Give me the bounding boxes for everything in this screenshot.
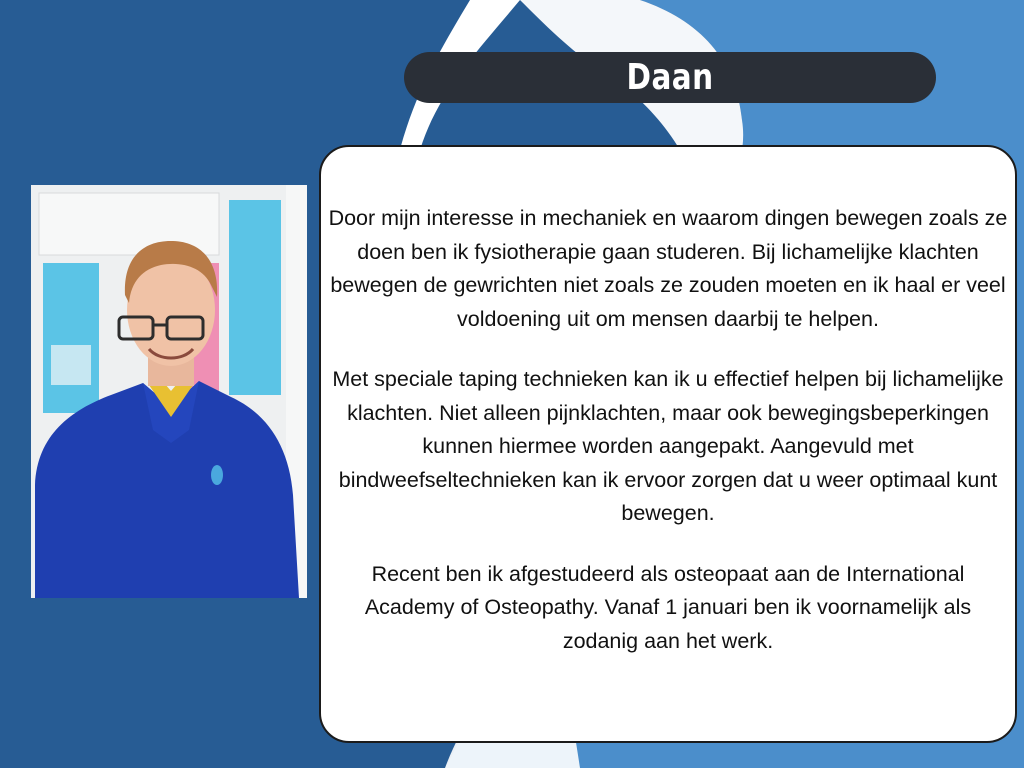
bio-paragraph-2: Met speciale taping technieken kan ik u effectief helpen bij lichamelijke klachten. Niet alleen pijnklachten, maar ook bewegingsbeperkingen kunnen hiermee worden aangepakt. Aangevuld met bindweefseltechnieken kan ik ervoor zorgen dat u weer optimaal kunt bewegen. bbox=[332, 367, 1004, 525]
bio-paragraph-1: Door mijn interesse in mechaniek en waarom dingen bewegen zoals ze doen ben ik fysiotherapie gaan studeren. Bij lichamelijke klachten bewegen de gewrichten niet zoals ze zouden moeten en ik haal er veel voldoening uit om mensen daarbij te helpen. bbox=[328, 206, 1008, 331]
person-name: Daan bbox=[626, 57, 714, 98]
person-portrait-icon bbox=[31, 185, 307, 598]
name-banner bbox=[404, 52, 936, 103]
bio-paragraph-3: Recent ben ik afgestudeerd als osteopaat aan de International Academy of Osteopathy. Vanaf 1 januari ben ik voornamelijk als zodanig aan het werk. bbox=[364, 561, 972, 653]
portrait-photo bbox=[31, 185, 307, 598]
bio-text-card bbox=[319, 145, 1017, 743]
